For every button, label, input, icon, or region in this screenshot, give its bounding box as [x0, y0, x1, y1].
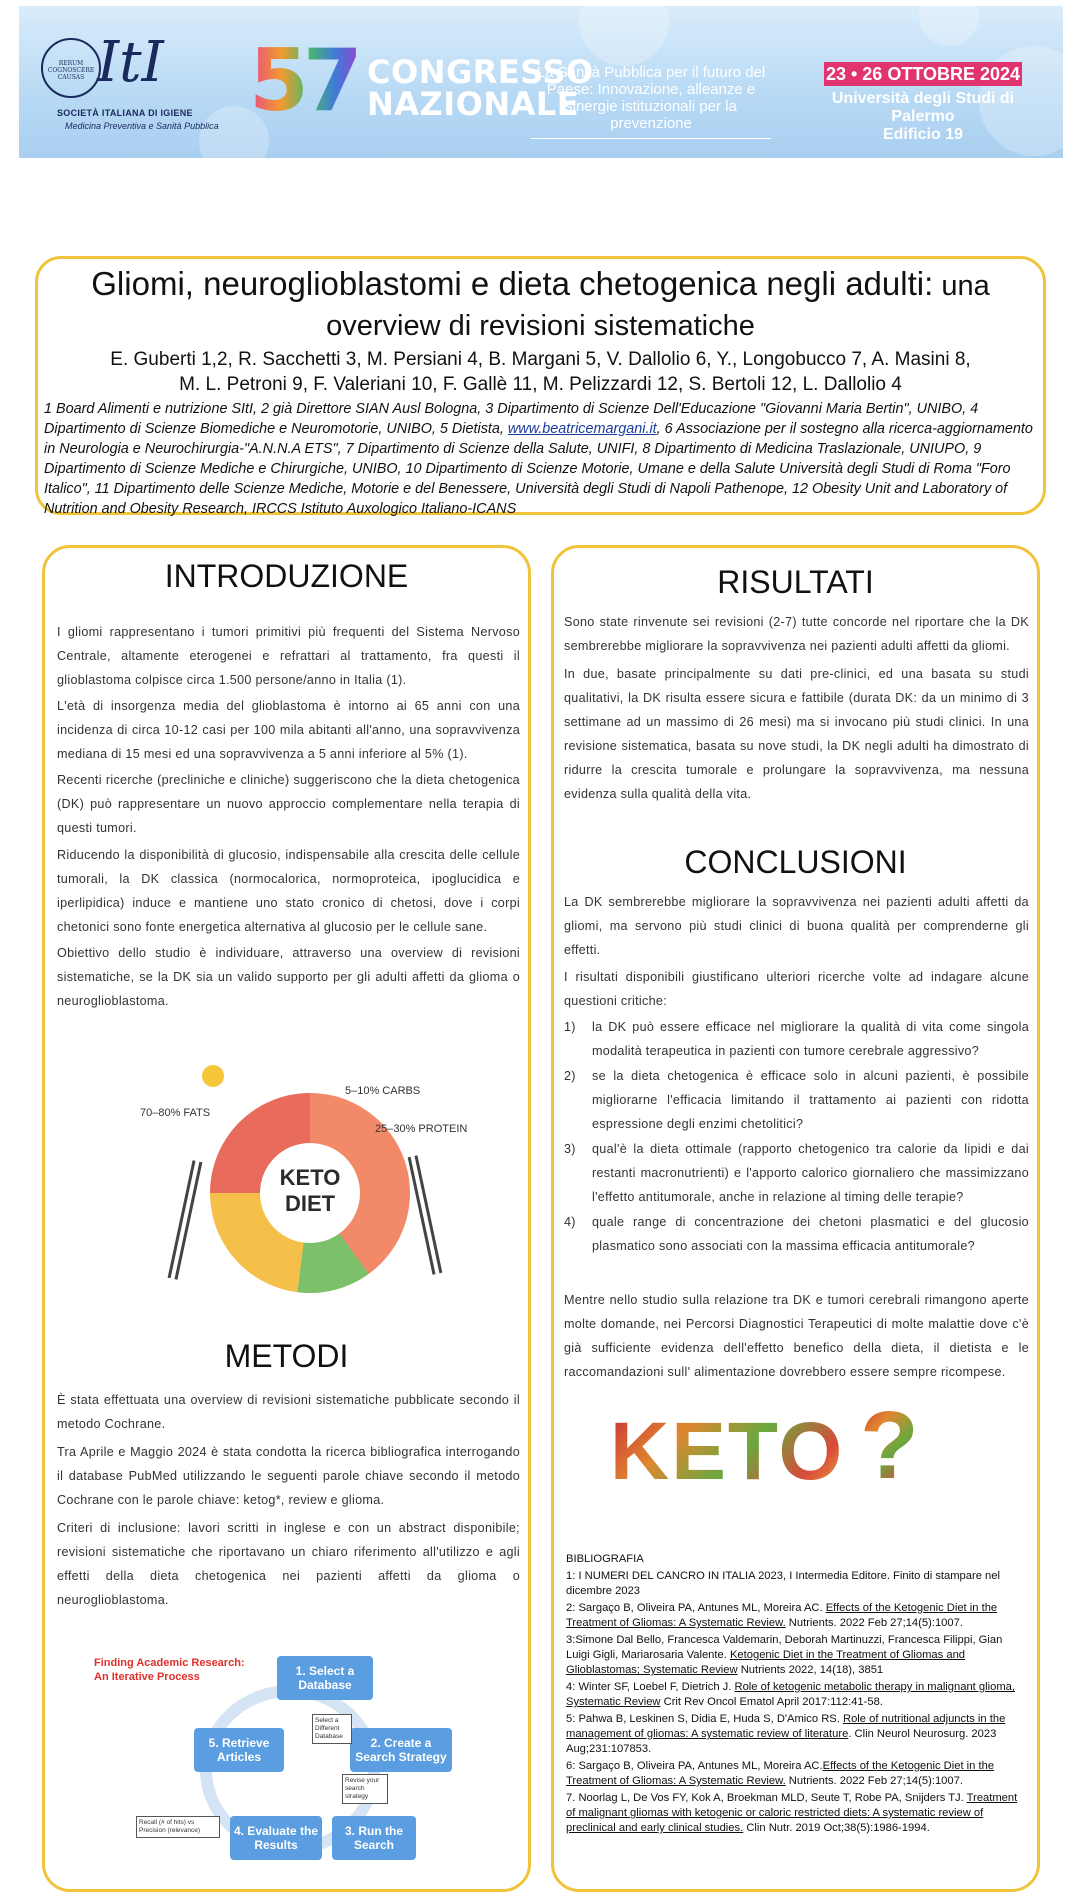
- step-run-search: 3. Run the Search: [332, 1816, 416, 1860]
- question-mark: ?: [860, 1392, 921, 1499]
- ladder-icon: [168, 1160, 203, 1279]
- keto-diet-illustration: [120, 1065, 480, 1295]
- venue-line1: Università degli Studi di Palermo: [831, 90, 1015, 125]
- note-recall-precision: Recall (# of hits) vs Precision (relevance): [136, 1816, 220, 1838]
- reference-title-link[interactable]: Effects of the Ketogenic Diet in the Treatment of Gliomas: A Systematic Review.: [566, 1602, 998, 1629]
- venue-line2: Edificio 19: [882, 126, 964, 143]
- step-retrieve-articles: 5. Retrieve Articles: [194, 1728, 284, 1772]
- step-search-strategy: 2. Create a Search Strategy: [350, 1728, 452, 1772]
- research-process-diagram: [92, 1650, 452, 1870]
- reference-authors: 5: Pahwa B, Leskinen S, Didia E, Huda S, D'Amico RS.: [566, 1713, 843, 1725]
- reference-item: [566, 1759, 1028, 1789]
- question-number: 3): [564, 1142, 576, 1156]
- conclusions-paragraph-1: La DK sembrerebbe migliorare la sopravvivenza nei pazienti adulti affetti da gliomi, ma servono più studi clinici di buona qualità per comprenderne gli effetti.: [564, 895, 1029, 957]
- sun-icon: [202, 1065, 224, 1087]
- question-number: 2): [564, 1069, 576, 1083]
- congress-tagline: La Sanità Pubblica per il futuro del Paese: Innovazione, alleanze e sinergie istituzionali per la prevenzione: [531, 64, 771, 139]
- question-text: qual'è la dieta ottimale (rapporto chetogenico tra calorie da lipidi e dai restanti macronutrienti) e l'apporto calorico giornaliero che massimizzano l'effetto antitumorale, anche in relazione al timing delle terapie?: [592, 1142, 1029, 1204]
- reference-source: . Clin Neurol Neurosurg. 2023 Aug;231:107853.: [566, 1728, 997, 1755]
- results-paragraph-1: Sono state rinvenute sei revisioni (2-7) tutte concorde nel riportare che la DK sembrerebbe migliorare la sopravvivenza nei pazienti adulti affetti da gliomi.: [564, 615, 1029, 653]
- note-revise-strategy: Revise your search strategy: [342, 1774, 388, 1804]
- reference-authors: 4: Winter SF, Loebel F, Dietrich J.: [566, 1681, 735, 1693]
- question-number: 4): [564, 1215, 576, 1229]
- keto-letters: KETO: [610, 1402, 844, 1502]
- logo-text: ItI: [97, 30, 164, 95]
- diagram-title-line1: Finding Academic Research:: [94, 1657, 245, 1669]
- keto-center-line1: KETO: [279, 1165, 341, 1190]
- title-main-small: una: [933, 270, 990, 302]
- bibliography-heading: BIBLIOGRAFIA: [566, 1553, 644, 1565]
- authors-line1: E. Guberti 1,2, R. Sacchetti 3, M. Persiani 4, B. Margani 5, V. Dallolio 6, Y., Longobucco 7, A. Masini 8,: [110, 349, 971, 370]
- intro-paragraph-4: Riducendo la disponibilità di glucosio, indispensabile alla crescita delle cellule tumorali, la DK classica (normocalorica, normoproteica, ipoglucidica e iperlipidica) induce e mantiene uno stato cronico di chetosi, dove i corpi chetonici sono fonte energetica alternativa al glucosio per le cellule sane.: [57, 848, 520, 934]
- diagram-title: [94, 1656, 245, 1684]
- conclusions-paragraph-3: Mentre nello studio sulla relazione tra DK e tumori cerebrali rimangono aperte molte domande, nei Percorsi Diagnostici Terapeutici di molte malattie dove c'è già sufficiente evidenza dell'effetto benefico della dieta, il dietista e le raccomandazioni sull' alimentazione dovrebbero essere sempre ricompese.: [564, 1293, 1029, 1379]
- reference-authors: 6: Sargaço B, Oliveira PA, Antunes ML, Moreira AC.: [566, 1760, 823, 1772]
- logo-badge: RERUM COGNOSCERE CAUSAS: [41, 38, 101, 98]
- reference-source: Nutrients 2022, 14(18), 3851: [737, 1664, 884, 1676]
- header-banner: [19, 6, 1063, 158]
- label-carbs: 5–10% CARBS: [345, 1085, 421, 1097]
- results-heading: RISULTATI: [717, 564, 874, 600]
- affil-part1: 1 Board Alimenti e nutrizione SItI, 2 già Direttore SIAN Ausl Bologna, 3 Dipartimento di Scienze Dell'Educazione "Giovanni Maria Bertin", UNIBO, 4 Dipartimento di Scienze Biomediche e Neuromotorie, UNIBO, 5 Dietista,: [44, 401, 979, 437]
- reference-authors: 1: I NUMERI DEL CANCRO IN ITALIA 2023, I Intermedia Editore. Finito di stampare nel dicembre 2023: [566, 1570, 1000, 1597]
- reference-item: [566, 1569, 1028, 1599]
- step-evaluate-results: 4. Evaluate the Results: [230, 1816, 322, 1860]
- methods-paragraph-2: Tra Aprile e Maggio 2024 è stata condotta la ricerca bibliografica interrogando il database PubMed utilizzando le seguenti parole chiave secondo il metodo Cochrane con le parole chiave: ketog*, review e glioma.: [57, 1445, 520, 1507]
- conclusions-paragraph-2: I risultati disponibili giustificano ulteriori ricerche volte ad indagare alcune questioni critiche:: [564, 970, 1029, 1008]
- keto-question-image: [610, 1392, 950, 1512]
- intro-paragraph-5: Obiettivo dello studio è individuare, attraverso una overview di revisioni sistematiche, se la DK sia un valido supporto per gli adulti affetti da glioma o neuroglioblastoma.: [57, 946, 520, 1008]
- bibliography: [566, 1552, 1028, 1838]
- intro-paragraph-1: I gliomi rappresentano i tumori primitivi più frequenti del Sistema Nervoso Centrale, altamente eterogenei e refrattari al trattamento, fra questi il glioblastoma colpisce circa 1.500 persone/anno in Italia (1).: [57, 625, 520, 687]
- label-fats: 70–80% FATS: [140, 1107, 211, 1119]
- question-text: quale range di concentrazione dei chetoni plasmatici e del glucosio plasmatico sono associati con la massima efficacia antitumorale?: [592, 1215, 1029, 1253]
- question-item: [564, 1015, 1029, 1063]
- reference-source: Nutrients. 2022 Feb 27;14(5):1007.: [785, 1775, 963, 1787]
- affil-part2: , 6 Associazione per il sostegno alla ricerca-aggiornamento in Neurologia e Neurochirurgia-"A.N.N.A ETS", 7 Dipartimento di Scienze della Salute, UNIFI, 8 Dipartimento di Medicina Traslazionale, UNIUPO, 9 Dipartimento di Scienze Mediche e Chirurgiche, UNIBO, 10 Dipartimento di Scienze Motorie, Umane e della Salute Università degli Studi di Roma "Foro Italico", 11 Dipartimento delle Scienze Mediche, Motorie e del Benessere, Università degli Studi di Napoli Pathenope, 12 Obesity Unit and Laboratory of Nutrition and Obesity Research, IRCCS Istituto Auxologico Italiano-ICANS: [44, 421, 1033, 517]
- reference-authors: 3:Simone Dal Bello, Francesca Valdemarin, Deborah Martinuzzi, Francesca Filippi, Gian Luigi Gigli, Mariarosaria Valente.: [566, 1634, 1003, 1661]
- methods-paragraph-3: Criteri di inclusione: lavori scritti in inglese e con un abstract disponibile; revisioni sistematiche che riportavano un chiaro riferimento all'utilizzo e agli effetti della dieta chetogenica nei pazienti affetti da glioma o neuroglioblastoma.: [57, 1521, 520, 1607]
- reference-authors: 7. Noorlag L, De Vos FY, Kok A, Broekman MLD, Seute T, Robe PA, Snijders TJ.: [566, 1792, 967, 1804]
- keto-center: [260, 1143, 360, 1243]
- reference-title-link[interactable]: Role of nutritional adjuncts in the management of gliomas: A systematic review of literature: [566, 1713, 1006, 1740]
- authors-line2: M. L. Petroni 9, F. Valeriani 10, F. Gallè 11, M. Pelizzardi 12, S. Bertoli 12, L. Dallolio 4: [179, 374, 902, 395]
- reference-item: [566, 1791, 1028, 1836]
- title-line2: overview di revisioni sistematiche: [326, 310, 755, 342]
- results-paragraph-2: In due, basate principalmente su dati pre-clinici, ed una basata su studi qualitativi, la DK risulta essere sicura e fattibile (durata DK: da un minimo di 3 settimane ad un massimo di 26 mesi) ma si invocano più studi clinici. In una revisione sistematica, basata su nove studi, la DK negli adulti ha dimostrato di ridurre la crescita tumorale e prolungare la sopravvivenza, ma nessuna evidenza sulla qualità della vita.: [564, 667, 1029, 801]
- question-number: 1): [564, 1020, 576, 1034]
- affiliations: [44, 399, 1037, 519]
- reference-title-link[interactable]: Role of ketogenic metabolic therapy in malignant glioma, Systematic Review: [566, 1681, 1015, 1708]
- reference-title-link[interactable]: Ketogenic Diet in the Treatment of Gliomas and Glioblastomas; Systematic Review: [566, 1649, 966, 1676]
- conclusions-heading: CONCLUSIONI: [684, 844, 907, 880]
- reference-authors: 2: Sargaço B, Oliveira PA, Antunes ML, Moreira AC.: [566, 1602, 826, 1614]
- intro-paragraph-2: L'età di insorgenza media del glioblastoma è intorno ai 65 anni con una incidenza di circa 10-12 casi per 100 mila abitanti all'anno, una sopravvivenza mediana di 15 mesi ed una sopravvivenza a 5 anni inferiore al 5% (1).: [57, 699, 520, 761]
- congress-line1: CONGRESSO: [367, 53, 594, 91]
- edition-number: 57: [249, 31, 357, 131]
- methods-heading: METODI: [224, 1338, 349, 1374]
- ladder-icon: [408, 1155, 443, 1274]
- poster-title: [44, 265, 1037, 345]
- society-subtitle: Medicina Preventiva e Sanità Pubblica: [65, 121, 219, 131]
- keto-center-line2: DIET: [284, 1191, 336, 1216]
- reference-item: [566, 1633, 1028, 1678]
- society-name: SOCIETÀ ITALIANA DI IGIENE: [57, 108, 193, 118]
- question-text: se la dieta chetogenica è efficace solo in alcuni pazienti, è possibile migliorarne l'efficacia limitando il trattamento ai pazienti con ridotta espressione degli enzimi chetolitici?: [592, 1069, 1029, 1131]
- title-main: Gliomi, neuroglioblastomi e dieta chetogenica negli adulti:: [91, 265, 934, 302]
- methods-paragraph-1: È stata effettuata una overview di revisioni sistematiche pubblicate secondo il metodo Cochrane.: [57, 1393, 520, 1431]
- question-item: [564, 1210, 1029, 1258]
- reference-list: [566, 1569, 1028, 1836]
- congress-line2: NAZIONALE: [367, 85, 580, 123]
- siti-logo: [37, 28, 227, 140]
- congress-dates: 23 • 26 OTTOBRE 2024: [825, 64, 1021, 84]
- diagram-title-line2: An Iterative Process: [94, 1671, 200, 1683]
- question-text: la DK può essere efficace nel migliorare la qualità di vita come singola modalità terapeutica in pazienti con tumore cerebrale aggressivo?: [592, 1020, 1029, 1058]
- reference-source: Crit Rev Oncol Ematol April 2017:112:41-58.: [660, 1696, 883, 1708]
- critical-questions-list: [564, 1015, 1029, 1259]
- authors: [44, 347, 1037, 397]
- reference-title-link[interactable]: Treatment of malignant gliomas with ketogenic or caloric restricted diets: A systematic review of preclinical and early clinical studies.: [566, 1792, 1018, 1834]
- reference-item: [566, 1712, 1028, 1757]
- step-select-database: 1. Select a Database: [277, 1656, 373, 1700]
- label-protein: 25–30% PROTEIN: [375, 1123, 468, 1135]
- reference-source: Nutrients. 2022 Feb 27;14(5):1007.: [785, 1617, 963, 1629]
- affil-link[interactable]: www.beatricemargani.it: [507, 421, 657, 437]
- note-different-database: Select a Different Database: [312, 1714, 352, 1744]
- congress-venue: [809, 90, 1037, 144]
- title-box: [35, 256, 1046, 515]
- reference-title-link[interactable]: Effects of the Ketogenic Diet in the Treatment of Gliomas: A Systematic Review.: [566, 1760, 995, 1787]
- intro-paragraph-3: Recenti ricerche (precliniche e cliniche) suggeriscono che la dieta chetogenica (DK) può rappresentare un nuovo approccio complementare nella terapia di questi tumori.: [57, 773, 520, 835]
- intro-heading: INTRODUZIONE: [164, 558, 409, 594]
- reference-item: [566, 1680, 1028, 1710]
- reference-item: [566, 1601, 1028, 1631]
- reference-source: Clin Nutr. 2019 Oct;38(5):1986-1994.: [743, 1822, 930, 1834]
- question-item: [564, 1137, 1029, 1209]
- question-item: [564, 1064, 1029, 1136]
